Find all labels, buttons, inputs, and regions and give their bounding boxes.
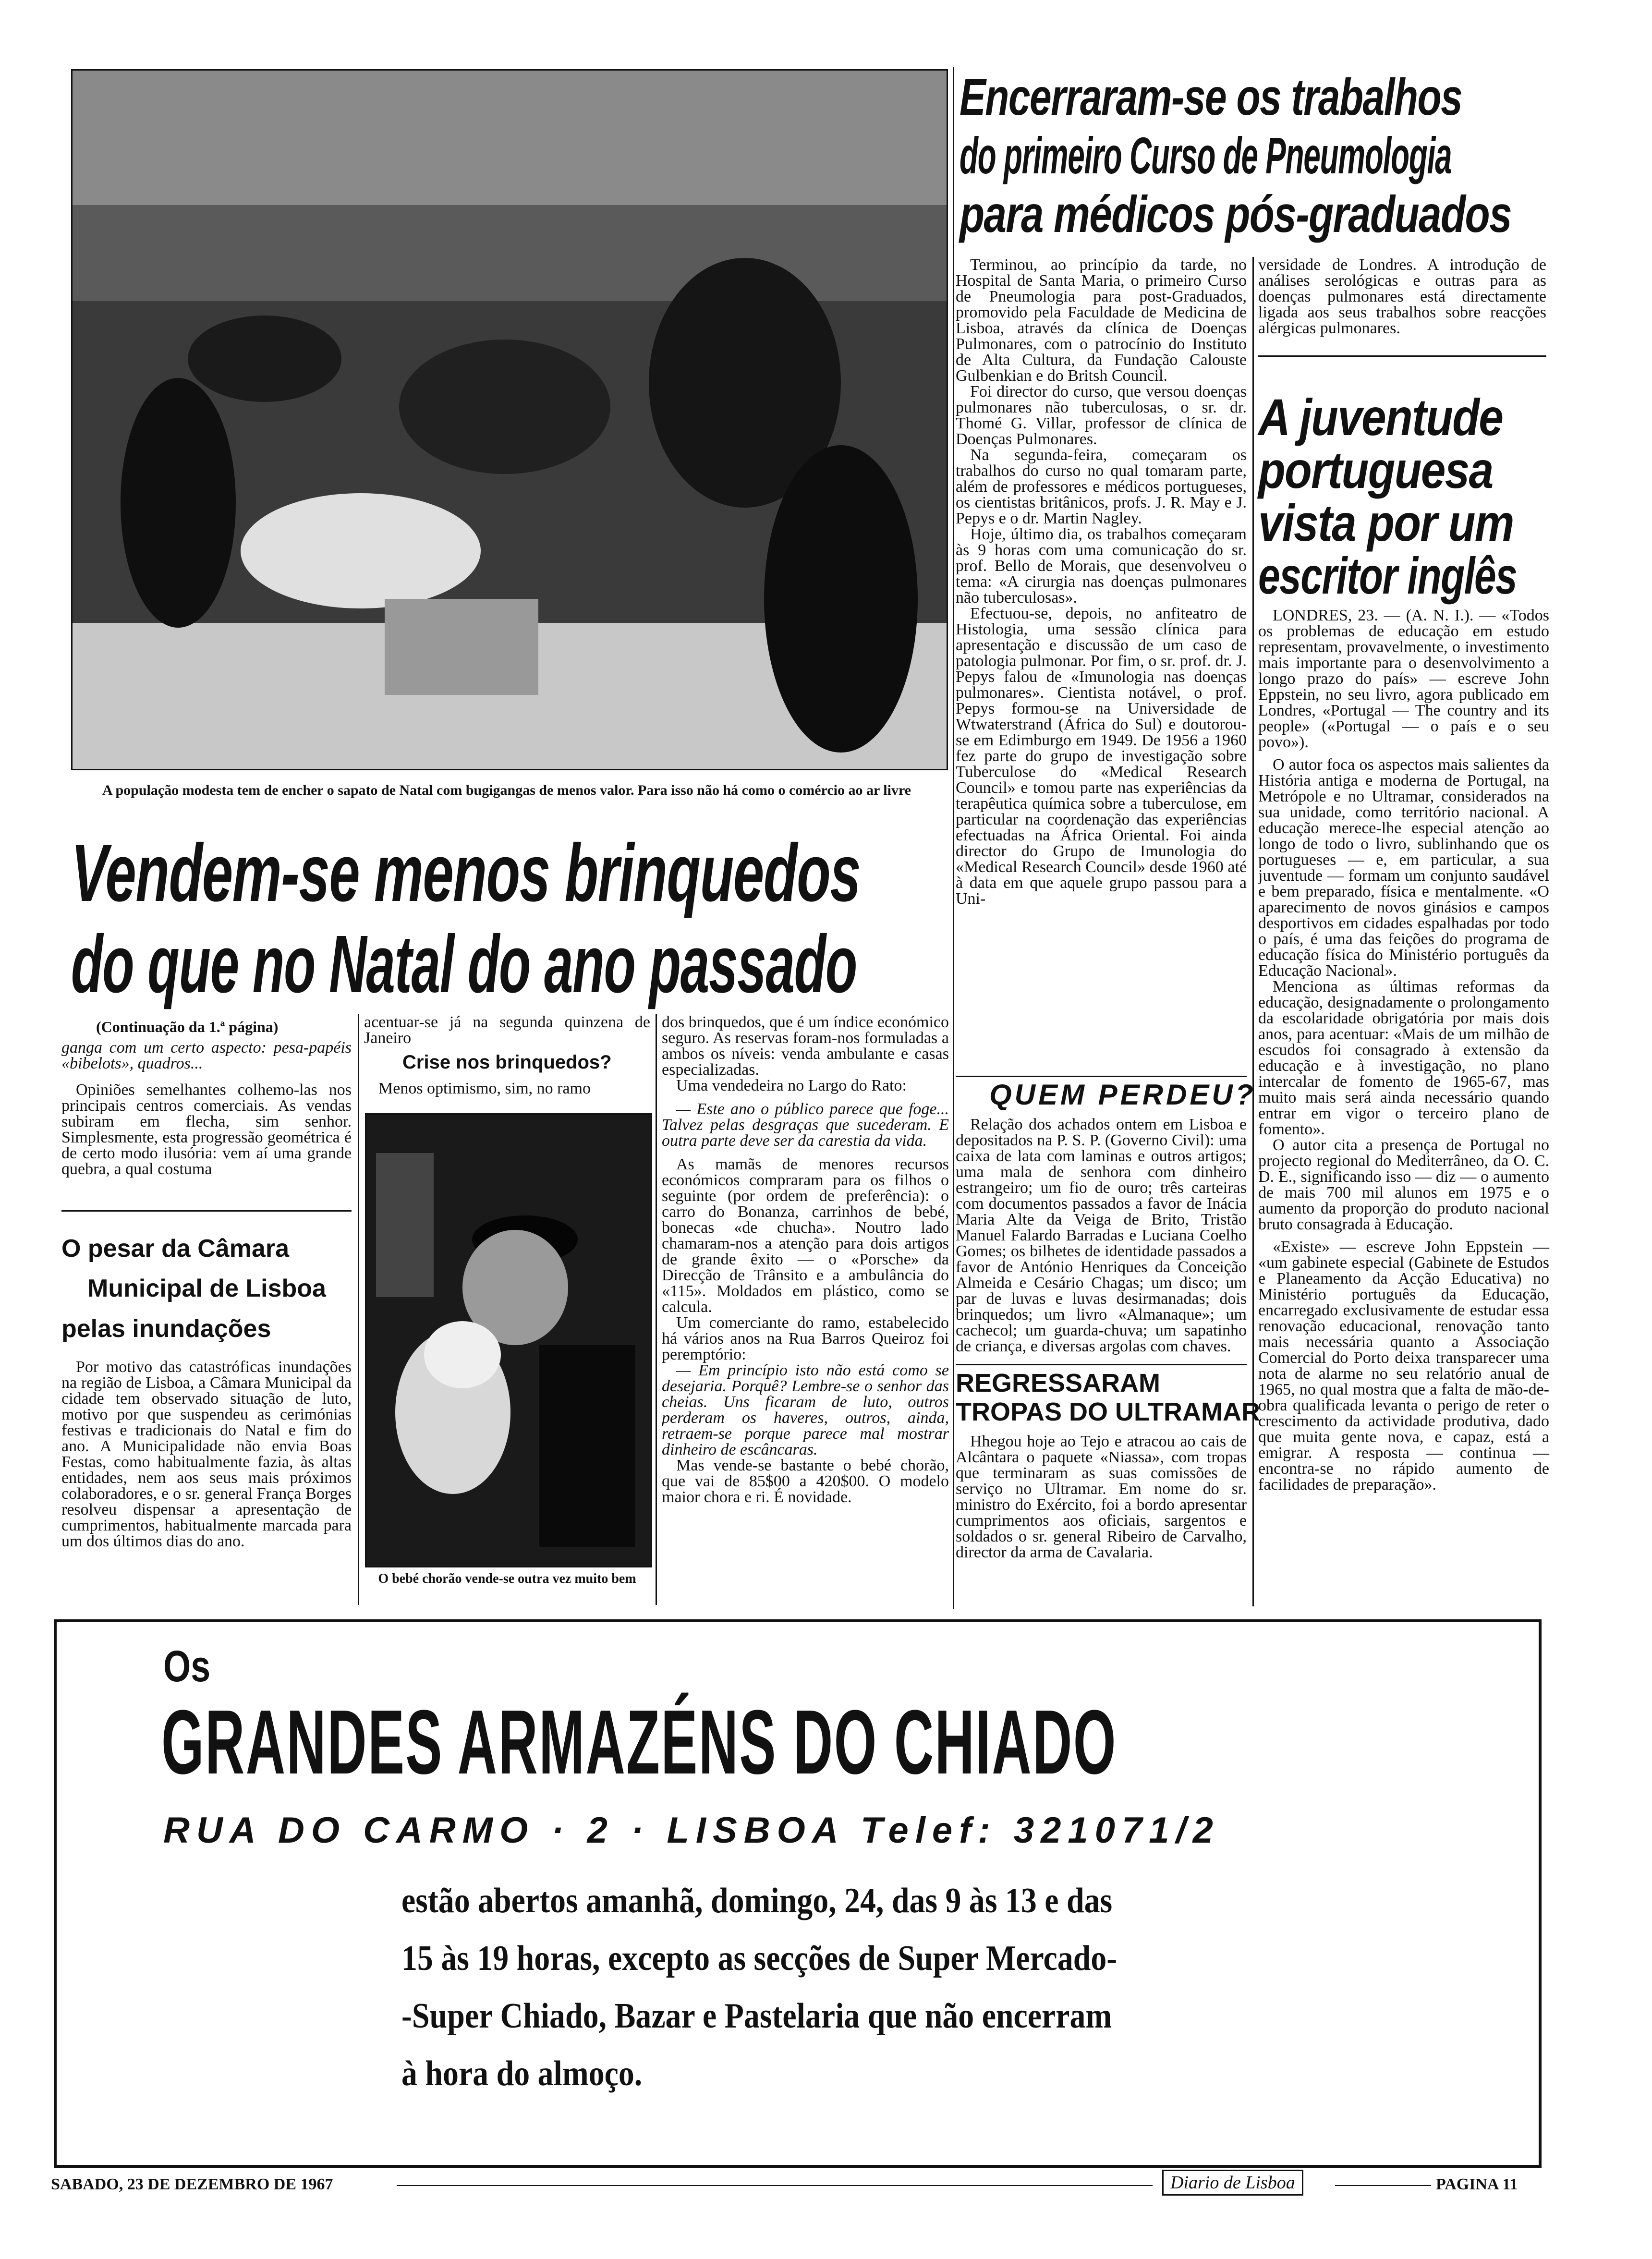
divider-col1: [61, 1210, 352, 1212]
ad-line4: à hora do almoço.: [401, 2054, 643, 2093]
continuation-note: (Continuação da 1.ª página): [96, 1018, 279, 1035]
divider-regress: [956, 1364, 1247, 1365]
main-story-col2-top: [364, 1014, 650, 1046]
ad-os: Os: [163, 1642, 211, 1691]
main-col1-p2: Opiniões semelhantes colhemo-las nos principais centros comerciais. As vendas subiram em flecha, sim senhor. Simplesmente, esta progressão geométrica é de certo modo ilusória: vem aí uma grande quebra, a qual costuma: [61, 1081, 352, 1178]
main-story-col2-after: [364, 1081, 650, 1096]
juventude-headline-line4: escritor inglês: [1258, 547, 1517, 605]
juventude-headline-line3: vista por um: [1258, 494, 1514, 552]
bebe-photo: [365, 1113, 652, 1567]
footer-masthead: Diario de Lisboa: [1162, 2170, 1303, 2196]
main-headline-line2: do que no Natal do ano passado: [71, 919, 857, 1010]
main-col2-top-text: acentuar-se já na segunda quinzena de Janeiro: [364, 1013, 650, 1047]
chiado-advertisement: [54, 1619, 1542, 2168]
pneumo-col1-p4: Hoje, último dia, os trabalhos começaram às 9 horas com uma comunicação do sr. prof. Bello de Morais, que desenvolveu o tema: «A cirurgia nas doenças pulmonares não tuberculosas».: [956, 525, 1247, 607]
main-col3-p3: — Este ano o público parece que foge... Talvez pelas desgraças que sucederam. E outra parte deve ser da carestia da vida.: [662, 1100, 949, 1150]
pneumo-col1-p1: Terminou, ao princípio da tarde, no Hospital de Santa Maria, o primeiro Curso de Pneumologia para post-Graduados, promovido pela Faculdade de Medicina de Lisboa, através da clínica de Doenças Pulmonares, com o patrocínio do Instituto de Alta Cultura, da Fundação Calouste Gulbenkian e do Britsh Council.: [956, 256, 1247, 385]
regress-text: Hhegou hoje ao Tejo e atracou ao cais de Alcântara o paquete «Niassa», com tropas que terminaram as suas comissões de serviço no Ultramar. Em nome do sr. ministro do Exército, foi a bordo apresentar cumprimentos aos oficiais, sargentos e soldados o sr. general Ribeiro de Carvalho, director da arma de Cavalaria.: [956, 1433, 1247, 1561]
pneumo-col1-p2: Foi director do curso, que versou doenças pulmonares não tuberculosas, o sr. dr. Thomé G. Villar, professor de clínica de Doenças Pulmonares.: [956, 383, 1247, 448]
pneumo-col2: [1258, 257, 1546, 336]
main-col3-p1: dos brinquedos, que é um índice económico seguro. As reservas foram-nos formuladas a ambos os níveis: venda ambulante e casas especializadas.: [662, 1013, 949, 1079]
main-col3-p5: Um comerciante do ramo, estabelecido há vários anos na Rua Barros Queiroz foi peremptório:: [662, 1314, 949, 1363]
main-headline-line1: Vendem-se menos brinquedos: [71, 827, 861, 919]
pneumo-col2-text: versidade de Londres. A introdução de análises serológicas e outras para as doenças pulmonares está directamente ligada aos seus trabalhos sobre reacções alérgicas pulmonares.: [1258, 256, 1546, 337]
ad-address: RUA DO CARMO · 2 · LISBOA Telef: 321071/2: [163, 1810, 1220, 1851]
juventude-p3: Menciona as últimas reformas da educação, designadamente o prolongamento da escolaridade obrigatória por mais dois anos, para acentuar: «Mais de um milhão de escudos foi consagrado à extensão da educação e à investigação, no plano intercalar de fomento de 1965-67, mas muito mais será ainda necessário quando entrar em vigor o terceiro plano de fomento».: [1258, 978, 1549, 1138]
juventude-body: [1258, 607, 1549, 1493]
juventude-p4: O autor cita a presença de Portugal no projecto regional do Mediterrâneo, da O. C. D. E., significando isso — diz — o aumento de mais 700 mil alunos em 1975 e o aumento da proporção do produto nacional bruto consagrada à Educação.: [1258, 1136, 1549, 1233]
col-rule-3: [953, 67, 954, 1609]
ad-line1: estão abertos amanhã, domingo, 24, das 9 às 13 e das: [401, 1881, 1113, 1920]
main-photo-caption: A população modesta tem de encher o sapato de Natal com bugigangas de menos valor. Para isso não há como o comércio ao ar livre: [102, 782, 911, 798]
pneumo-col1: [956, 257, 1247, 907]
juventude-headline-line1: A juventude: [1258, 388, 1503, 446]
regress-body: [956, 1433, 1247, 1560]
divider-quem: [956, 1076, 1247, 1077]
footer-rule-left: [397, 2185, 1153, 2186]
pneumo-col1-p5: Efectuou-se, depois, no anfiteatro de Histologia, uma sessão clínica para apresentação e discussão de um caso de patologia pulmonar. Por fim, o sr. prof. dr. J. Pepys falou de «Imunologia nas doenças pulmonares». Cientista notável, o prof. Pepys formou-se na Universidade de Wtwaterstrand (África do Sul) e doutorou-se em Edimburgo em 1949. De 1956 a 1960 fez parte do grupo de investigação sobre Tuberculose do «Medical Research Council» e tomou parte nas experiências da terapêutica química sobre a tuberculose, em particular na coordenação das experiências efectuadas na África Oriental. Foi ainda director do Grupo de Imunologia do «Medical Research Council» desde 1960 até à data em que aquele grupo passou para a Uni-: [956, 605, 1247, 908]
main-col3-p4: As mamãs de menores recursos económicos compraram para os filhos o seguinte (por ordem de preferência): o carro do Bonanza, carrinhos de bebé, bonecas «de chucha». Noutro lado chamaram-nos a atenção para dois artigos de grande êxito — o «Porsche» da Direcção de Trânsito e a ambulância do «115». Moldados em plástico, como se calcula.: [662, 1155, 949, 1316]
camara-body: [61, 1359, 352, 1549]
footer-page: PAGINA 11: [1436, 2175, 1518, 2193]
col-rule-1: [358, 1014, 359, 1605]
footer-rule-right: [1335, 2185, 1431, 2186]
quem-perdeu-body: [956, 1117, 1247, 1354]
main-story-col1: [61, 1040, 352, 1177]
main-col2-after-text: Menos optimismo, sim, no ramo: [378, 1080, 591, 1097]
ad-line2: 15 às 19 horas, excepto as secções de Super Mercado-: [401, 1939, 1118, 1978]
bebe-photo-caption: O bebé chorão vende-se outra vez muito bem: [378, 1571, 636, 1586]
col-rule-2: [656, 1014, 657, 1605]
pneumo-headline-line3: para médicos pós-graduados: [960, 185, 1511, 243]
regress-headline-line2: TROPAS DO ULTRAMAR: [956, 1397, 1260, 1426]
camara-headline-line3: pelas inundações: [61, 1315, 271, 1343]
main-photo: [71, 69, 948, 770]
subhead-crise: Crise nos brinquedos?: [402, 1052, 612, 1073]
regress-headline-line1: REGRESSARAM: [956, 1369, 1161, 1397]
footer-date: SABADO, 23 DE DEZEMBRO DE 1967: [51, 2175, 333, 2193]
pneumo-col1-p3: Na segunda-feira, começaram os trabalhos do curso no qual tomaram parte, além de professores e médicos portugueses, os cientistas britânicos, profs. J. R. May e J. Pepys e o dr. Martin Nagley.: [956, 446, 1247, 527]
quem-perdeu-headline: QUEM PERDEU?: [989, 1079, 1256, 1111]
ad-title: GRANDES ARMAZÉNS DO CHIADO: [161, 1691, 1117, 1793]
camara-headline-line1: O pesar da Câmara: [61, 1235, 290, 1263]
pneumo-headline-line2: do primeiro Curso de Pneumologia: [960, 126, 1452, 184]
divider-pneumo: [1258, 355, 1546, 357]
main-col3-p6: — Em princípio isto não está como se desejaria. Porquê? Lembre-se o senhor das cheias. Uns ficaram de luto, outros perderam os haveres, outros, ainda, retraem-se porque parece mal mostrar dinheiro de escâncaras.: [662, 1361, 949, 1458]
camara-headline-line2: Municipal de Lisboa: [87, 1275, 326, 1302]
juventude-p1: LONDRES, 23. — (A. N. I.). — «Todos os problemas de educação em estudo representam, provavelmente, o investimento mais importante para o desenvolvimento a longo prazo do país» — escreve John Eppstein, no seu livro, agora publicado em Londres, «Portugal — The country and its people» («Portugal — o país e o seu povo»).: [1258, 607, 1549, 751]
quem-perdeu-text: Relação dos achados ontem em Lisboa e depositados na P. S. P. (Governo Civil): uma caixa de lata com laminas e outros artigos; uma mala de senhora com dinheiro estrangeiro; um fio de ouro; três carteiras com documentos passados a favor de Inácia Maria Alte da Veiga de Brito, Tristão Manuel Falardo Barradas e Luciana Coelho Gomes; os bilhetes de identidade passados a favor de António Henriques da Conceição Almeida e Cesário Chagas; um disco; um par de luvas e luvas desirmanadas; dois brinquedos; um livro «Almanaque»; um cachecol; um guarda-chuva; um sapatinho de criança, e diversas argolas com chaves.: [956, 1116, 1247, 1355]
juventude-p2: O autor foca os aspectos mais salientes da História antiga e moderna de Portugal, na Metrópole e no Ultramar, considerados na sua unidade, como território nacional. A educação merece-lhe especial atenção ao longo de todo o livro, sublinhando que os portugueses — e, em particular, a sua juventude — formam um conjunto saudável e bem preparado, física e mentalmente. «O aparecimento de novos ginásios e campos desportivos em cidades espalhadas por todo o país, é uma das feições do programa de educação física do Ministério português da Educação Nacional».: [1258, 756, 1549, 980]
main-col3-p7: Mas vende-se bastante o bebé chorão, que vai de 85$00 a 420$00. O modelo maior chora e ri. É novidade.: [662, 1457, 949, 1506]
ad-line3: -Super Chiado, Bazar e Pastelaria que não encerram: [401, 1996, 1112, 2036]
juventude-headline-line2: portuguesa: [1258, 441, 1493, 499]
juventude-p5: «Existe» — escreve John Eppstein — «um gabinete especial (Gabinete de Estudos e Planeamento da Acção Educativa) no Ministério português da Educação, encarregado exclusivamente de estudar essa renovação educacional, renovação tanto mais necessária quanto a Associação Comercial do Porto deixa transparecer uma nota de alarme no seu relatório anual de 1965, no qual mostra que a falta de mão-de-obra qualificada levanta o perigo de reter o crescimento da actividade produtiva, dado que muita gente nova, e capaz, está a emigrar. A resposta — continua — encontra-se no rápido aumento de facilidades de preparação».: [1258, 1238, 1549, 1494]
camara-body-text: Por motivo das catastróficas inundações na região de Lisboa, a Câmara Municipal da cidade tem observado situação de luto, motivo por que suspendeu as cerimónias festivas e tradicionais do Natal e fim do ano. A Municipalidade não envia Boas Festas, como habitualmente fazia, às altas entidades, nem aos seus mais próximos colaboradores, e o sr. general França Borges resolveu dispensar a apresentação de cumprimentos, habitualmente marcada para um dos últimos dias do ano.: [61, 1358, 352, 1550]
pneumo-headline-line1: Encerraram-se os trabalhos: [960, 68, 1462, 126]
main-col1-p1: ganga com um certo aspecto: pesa-papéis «bibelots», quadros...: [61, 1039, 352, 1072]
main-col3-p2: Uma vendedeira no Largo do Rato:: [676, 1077, 907, 1094]
main-story-col3: [662, 1014, 949, 1505]
